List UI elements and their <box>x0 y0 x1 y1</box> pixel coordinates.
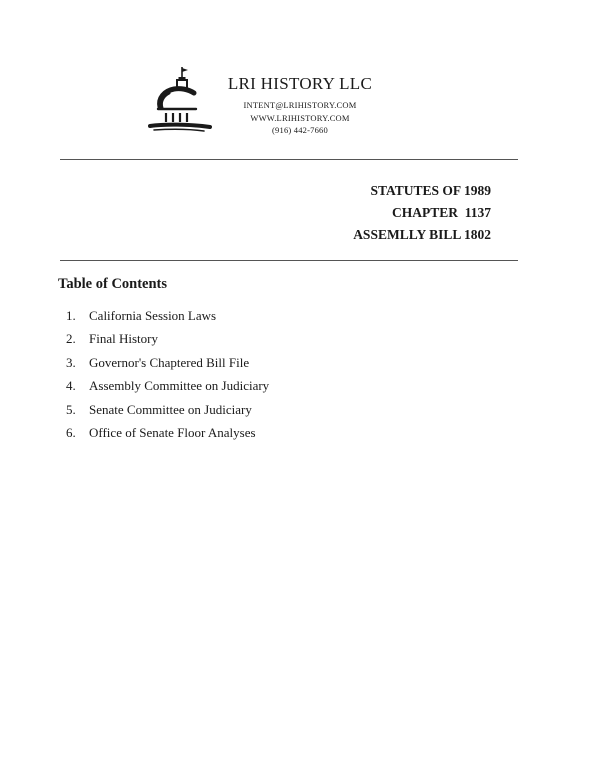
toc-item-label: Governor's Chaptered Bill File <box>89 354 250 370</box>
toc-item <box>66 353 269 376</box>
divider-bottom <box>60 260 518 261</box>
toc-item-number: 6. <box>66 424 76 440</box>
assembly-bill-line: ASSEMLLY BILL 1802 <box>353 227 491 242</box>
toc-item-label: Office of Senate Floor Analyses <box>89 424 256 440</box>
toc-item-number: 3. <box>66 354 76 370</box>
toc-item-label: California Session Laws <box>89 308 217 323</box>
statutes-line: STATUTES OF 1989 <box>370 183 491 198</box>
toc-item-number: 5. <box>66 401 76 417</box>
divider-top <box>60 159 518 160</box>
company-name: LRI HISTORY LLC <box>227 74 373 93</box>
company-phone: (916) 442-7660 <box>272 125 328 135</box>
company-email: INTENT@LRIHISTORY.COM <box>243 100 357 110</box>
toc-item-number: 1. <box>66 308 76 323</box>
company-block <box>200 74 400 137</box>
toc-item <box>66 306 269 329</box>
chapter-line: CHAPTER 1137 <box>391 205 491 220</box>
toc-item <box>66 423 269 446</box>
toc-item-number: 4. <box>66 378 76 394</box>
toc-item-label: Senate Committee on Judiciary <box>89 401 252 417</box>
toc-item <box>66 329 269 352</box>
toc-list <box>66 306 269 446</box>
toc-item-label: Assembly Committee on Judiciary <box>89 378 270 394</box>
bill-info <box>353 180 491 246</box>
toc-title: Table of Contents <box>58 276 168 292</box>
company-website: WWW.LRIHISTORY.COM <box>250 112 350 123</box>
toc-item-label: Final History <box>89 331 158 347</box>
toc-item-number: 2. <box>66 331 76 347</box>
toc-item <box>66 400 269 423</box>
toc-item <box>66 376 269 399</box>
